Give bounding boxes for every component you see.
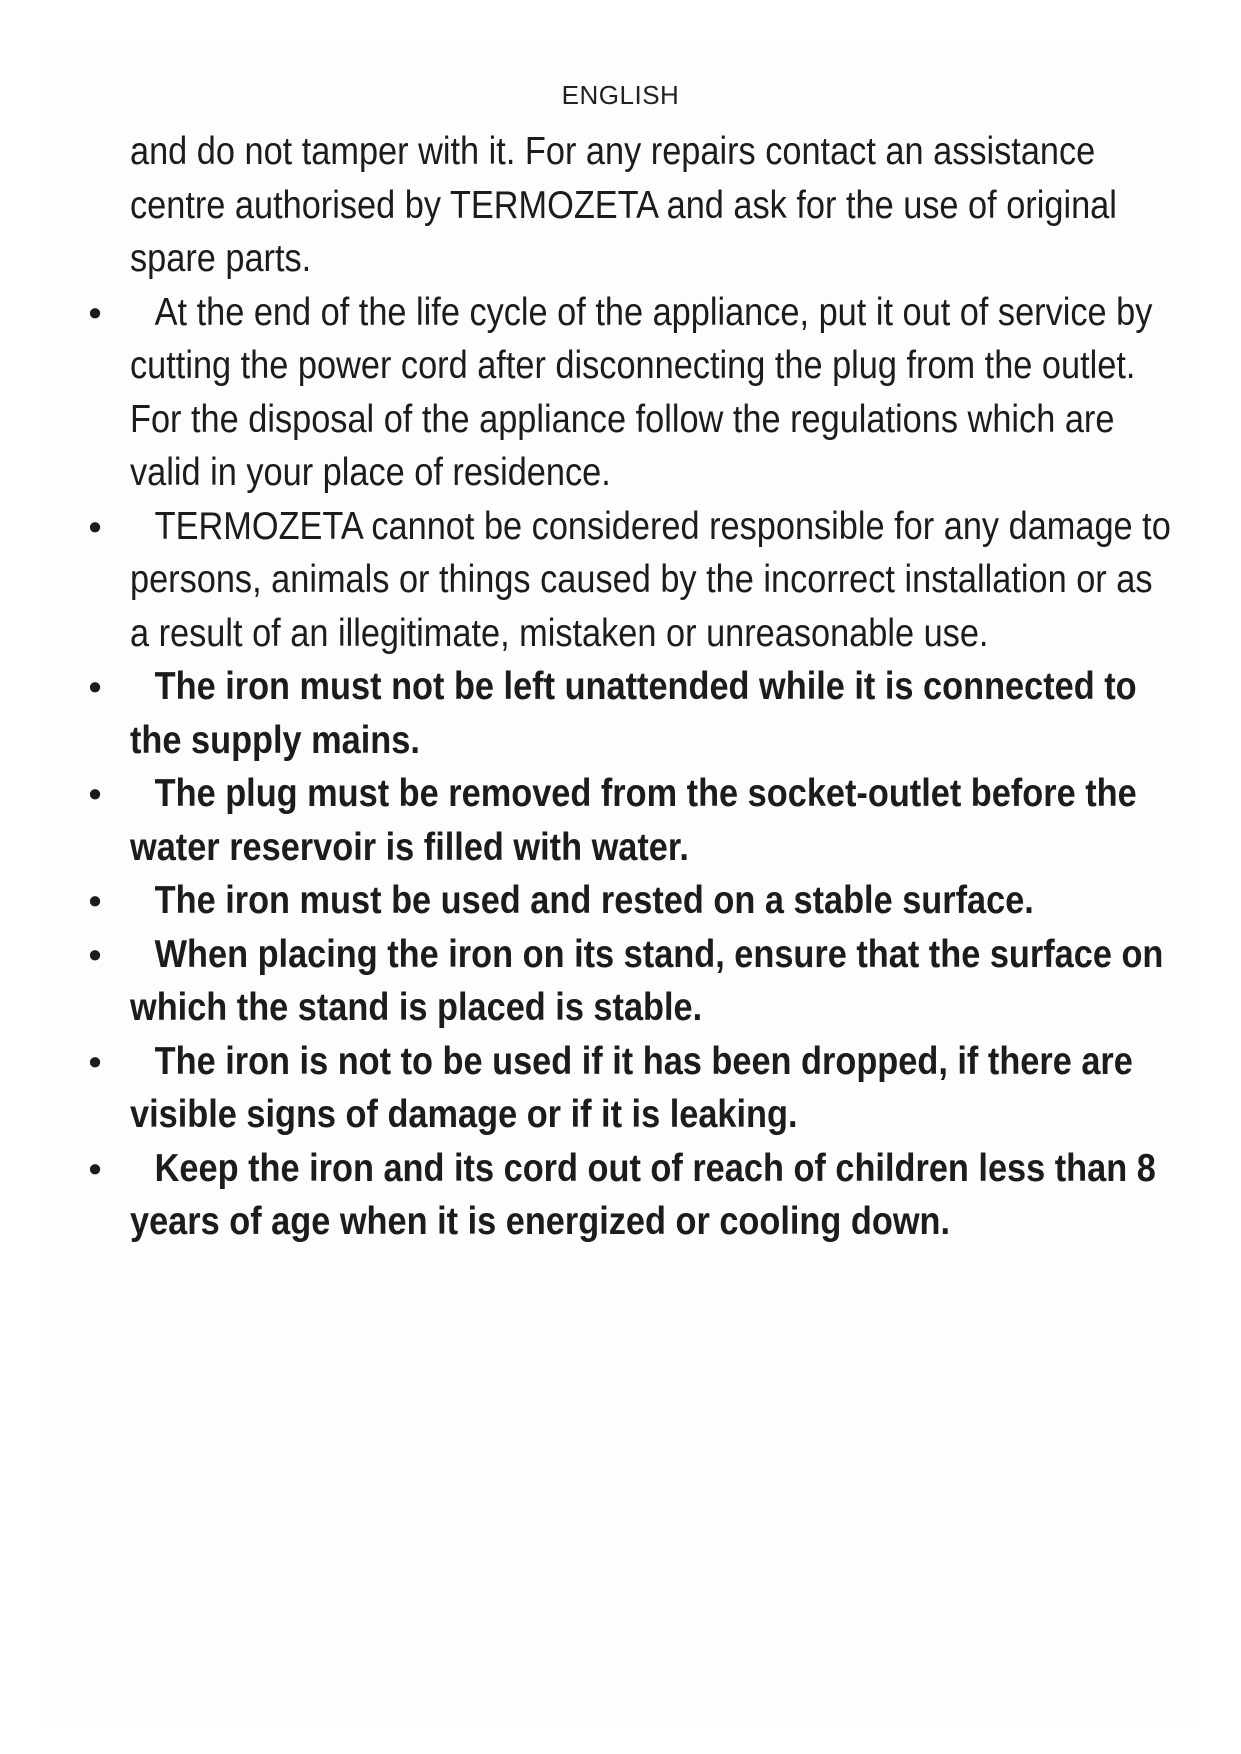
- continuation-text: and do not tamper with it. For any repairs contact an assistance centre authorised by TERMOZETA and ask for the use of original spare parts.: [130, 130, 1117, 280]
- language-header: ENGLISH: [561, 80, 680, 110]
- list-item: [80, 874, 1200, 928]
- bullet-icon: •: [88, 1147, 102, 1189]
- list-item: [80, 1142, 1200, 1249]
- bullet-icon: •: [88, 933, 102, 975]
- continuation-paragraph: [80, 125, 1200, 286]
- list-item-text: Keep the iron and its cord out of reach of children less than 8 years of age when it is energized or cooling down.: [130, 1146, 1156, 1243]
- bullet-icon: •: [88, 666, 102, 707]
- list-item: [80, 1035, 1200, 1142]
- list-item: [80, 500, 1200, 661]
- list-item-text: The iron is not to be used if it has been dropped, if there are visible signs of damage or if it is leaking.: [130, 1039, 1133, 1136]
- list-item: [80, 286, 1200, 500]
- bullet-icon: •: [88, 505, 102, 547]
- bullet-icon: •: [88, 1040, 102, 1082]
- list-item-text: TERMOZETA cannot be considered responsible for any damage to persons, animals or things caused by the incorrect installation or as a result of an illegitimate, mistaken or unreasonable use.: [130, 504, 1171, 655]
- list-item-text: The plug must be removed from the socket-outlet before the water reservoir is filled with water.: [130, 772, 1137, 869]
- list-item: [80, 928, 1200, 1035]
- bullet-icon: •: [88, 880, 102, 921]
- bullet-icon: •: [88, 291, 102, 333]
- list-item: [80, 660, 1200, 767]
- list-item-text: When placing the iron on its stand, ensure that the surface on which the stand is placed is stable.: [130, 932, 1164, 1029]
- safety-instructions: [80, 125, 1200, 1249]
- bullet-icon: •: [88, 773, 102, 814]
- list-item-text: The iron must not be left unattended while it is connected to the supply mains.: [130, 665, 1137, 762]
- list-item: [80, 767, 1200, 874]
- list-item-text: At the end of the life cycle of the appliance, put it out of service by cutting the power cord after disconnecting the plug from the outlet. For the disposal of the appliance follow the regulations which are valid in your place of residence.: [130, 290, 1153, 494]
- list-item-text: The iron must be used and rested on a stable surface.: [154, 879, 1034, 922]
